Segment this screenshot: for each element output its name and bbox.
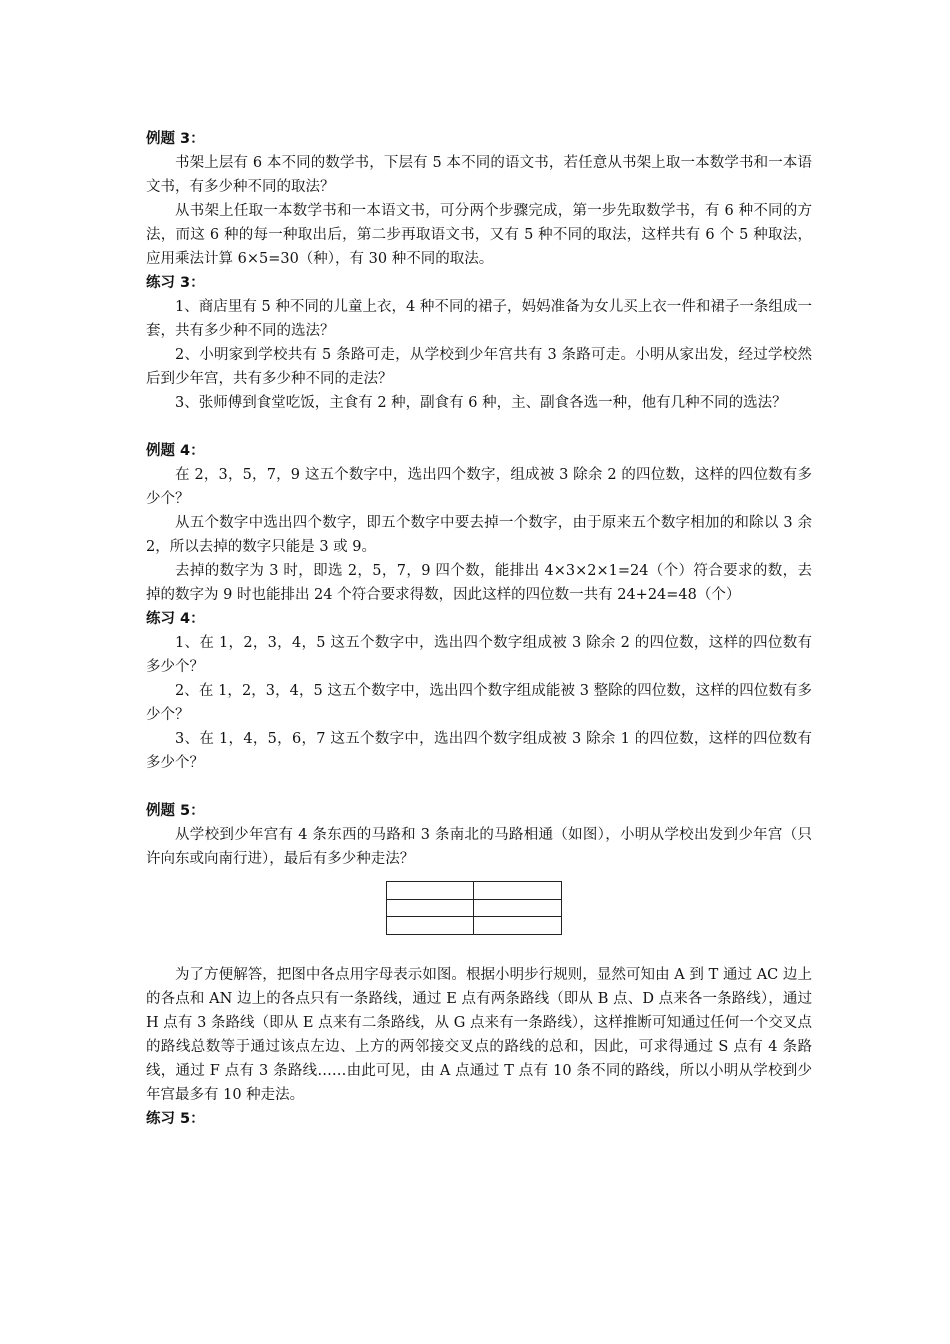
example-4-solution-1: 从五个数字中选出四个数字，即五个数字中要去掉一个数字，由于原来五个数字相加的和除以 3 余 2，所以去掉的数字只能是 3 或 9。 [146,515,812,555]
practice-3-title: 练习 3： [146,275,205,291]
practice-4-q3: 3、在 1，4，5，6，7 这五个数字中，选出四个数字组成被 3 除余 1 的四位数，这样的四位数有多少个？ [146,731,812,771]
spacer [146,775,812,799]
practice-3-q3: 3、张师傅到食堂吃饭，主食有 2 种，副食有 6 种，主、副食各选一种，他有几种不同的选法？ [175,395,787,411]
practice-4-q2: 2、在 1，2，3，4，5 这五个数字中，选出四个数字组成能被 3 整除的四位数，这样的四位数有多少个？ [146,683,812,723]
practice-4-title: 练习 4： [146,611,205,627]
grid-row-line [387,916,561,917]
example-4-title: 例题 4： [146,443,205,459]
road-grid [386,881,562,935]
example-5-title: 例题 5： [146,803,205,819]
grid-column-line [473,882,474,934]
example-3-question: 书架上层有 6 本不同的数学书，下层有 5 本不同的语文书，若任意从书架上取一本数学书和一本语文书，有多少种不同的取法？ [146,155,812,195]
example-4-question: 在 2，3，5，7，9 这五个数字中，选出四个数字，组成被 3 除余 2 的四位数，这样的四位数有多少个？ [146,467,812,507]
road-grid-figure [146,871,812,963]
example-3-solution: 从书架上任取一本数学书和一本语文书，可分两个步骤完成，第一步先取数学书，有 6 种不同的方法，而这 6 种的每一种取出后，第二步再取语文书，又有 5 种不同的取法，这样共有 6 个 5 种取法，应用乘法计算 6×5=30（种），有 30 种不同的取法。 [146,203,812,267]
practice-3-q1: 1、商店里有 5 种不同的儿童上衣，4 种不同的裙子，妈妈准备为女儿买上衣一件和裙子一条组成一套，共有多少种不同的选法？ [146,299,812,339]
practice-3-q2: 2、小明家到学校共有 5 条路可走，从学校到少年宫共有 3 条路可走。小明从家出发，经过学校然后到少年宫，共有多少种不同的走法？ [146,347,812,387]
example-5-solution: 为了方便解答，把图中各点用字母表示如图。根据小明步行规则，显然可知由 A 到 T 通过 AC 边上的各点和 AN 边上的各点只有一条路线，通过 E 点有两条路线（即从 B 点、D 点来各一条路线），通过 H 点有 3 条路线（即从 E 点来有二条路线，从 G 点来有一条路线），这样推断可知通过任何一个交叉点的路线总数等于通过该点左边、上方的两邻接交叉点的路线的总和，因此，可求得通过 S 点有 4 条路线，通过 F 点有 3 条路线……由此可见，由 A 点通过 T 点有 10 条不同的路线，所以小明从学校到少年宫最多有 10 种走法。 [146,967,812,1103]
example-3-title: 例题 3： [146,131,205,147]
practice-4-q1: 1、在 1，2，3，4，5 这五个数字中，选出四个数字组成被 3 除余 2 的四位数，这样的四位数有多少个？ [146,635,812,675]
grid-row-line [387,899,561,900]
document-page [146,127,812,1131]
practice-5-title: 练习 5： [146,1111,205,1127]
example-5-question: 从学校到少年宫有 4 条东西的马路和 3 条南北的马路相通（如图），小明从学校出发到少年宫（只许向东或向南行进），最后有多少种走法？ [146,827,812,867]
example-4-solution-2: 去掉的数字为 3 时，即选 2，5，7，9 四个数，能排出 4×3×2×1=24（个）符合要求的数，去掉的数字为 9 时也能排出 24 个符合要求得数，因此这样的四位数一共有 24+24=48（个） [146,563,812,603]
spacer [146,415,812,439]
